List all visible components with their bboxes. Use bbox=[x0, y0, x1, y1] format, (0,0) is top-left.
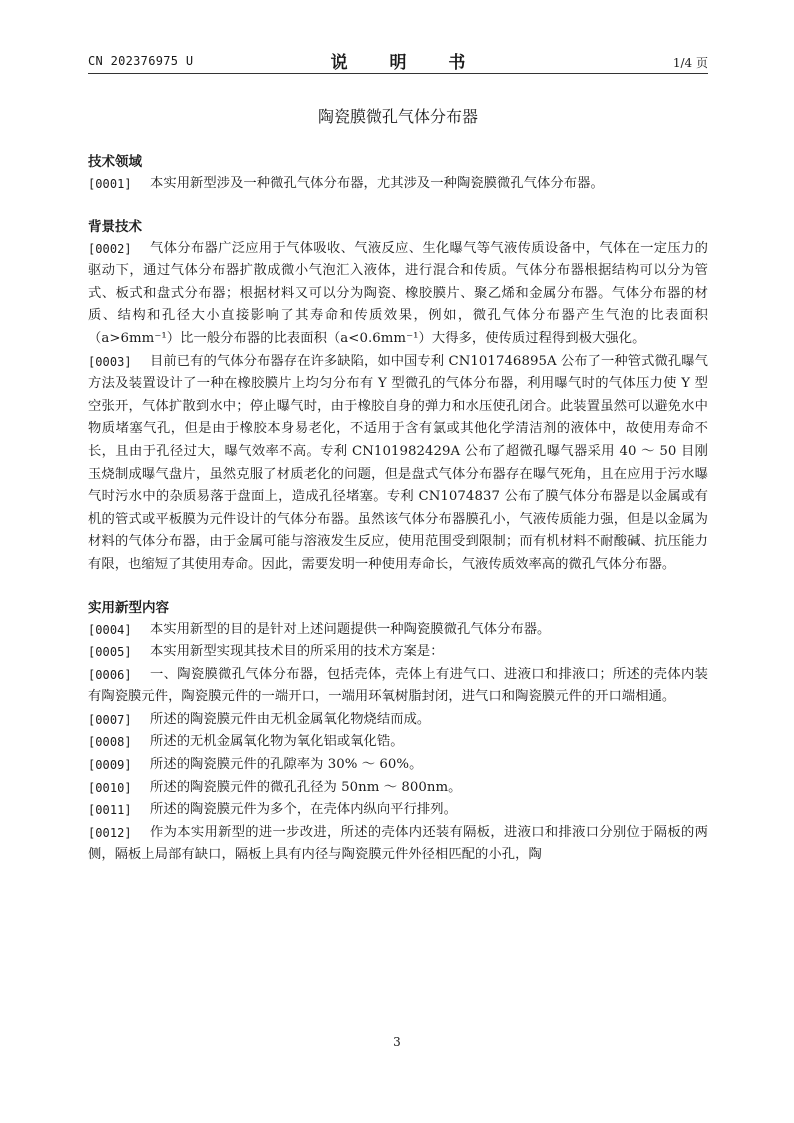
section-heading: 实用新型内容 bbox=[88, 599, 169, 616]
paragraph-text: 目前已有的气体分布器存在许多缺陷，如中国专利 CN101746895A 公布了一种管式微孔曝气方法及装置设计了一种在橡胶膜片上均匀分布有 Y 型微孔的气体分布器，利用曝气时的气体压力使 Y 型空张开，气体扩散到水中；停止曝气时，由于橡胶自身的弹力和水压使孔闭合。此装置虽然可以避免水中物质堵塞气孔，但是由于橡胶本身易老化，不适用于含有氯或其他化学清洁剂的液体中，故使用寿命不长，且由于孔径过大，曝气效率不高。专利 CN101982429A 公布了超微孔曝气器采用 40 ～ 50 目刚玉烧制成曝气盘片，虽然克服了材质老化的问题，但是盘式气体分布器存在曝气死角，且在应用于污水曝气时污水中的杂质易落于盘面上，造成孔径堵塞。专利 CN1074837 公布了膜气体分布器是以金属或有机的管式或平板膜为元件设计的气体分布器。虽然该气体分布器膜孔小，气液传质能力强，但是以金属为材料的气体分布器，由于金属可能与溶液发生反应，使用范围受到限制；而有机材料不耐酸碱、抗压能力有限，也缩短了其使用寿命。因此，需要发明一种使用寿命长，气液传质效率高的微孔气体分布器。 bbox=[88, 353, 708, 572]
paragraph bbox=[88, 822, 708, 867]
paragraph-text: 所述的陶瓷膜元件的微孔孔径为 50nm ～ 800nm。 bbox=[150, 779, 462, 795]
paragraph-text: 一、陶瓷膜微孔气体分布器，包括壳体，壳体上有进气口、进液口和排液口；所述的壳体内装有陶瓷膜元件，陶瓷膜元件的一端开口，一端用环氧树脂封闭，进气口和陶瓷膜元件的开口端相通。 bbox=[88, 666, 708, 705]
paragraph-text: 所述的陶瓷膜元件由无机金属氧化物烧结而成。 bbox=[150, 711, 431, 727]
paragraph-text: 所述的陶瓷膜元件为多个，在壳体内纵向平行排列。 bbox=[150, 802, 457, 818]
section-heading: 技术领域 bbox=[88, 154, 142, 170]
section-heading: 背景技术 bbox=[88, 218, 142, 235]
page-number: 3 bbox=[393, 1035, 401, 1049]
paragraph-number: [0004] bbox=[88, 622, 132, 637]
paragraph bbox=[88, 709, 708, 732]
paragraph bbox=[88, 238, 708, 351]
paragraph-number: [0002] bbox=[88, 241, 132, 256]
paragraph-text: 作为本实用新型的进一步改进，所述的壳体内还装有隔板，进液口和排液口分别位于隔板的两侧，隔板上局部有缺口，隔板上具有内径与陶瓷膜元件外径相匹配的小孔，陶 bbox=[88, 824, 708, 863]
paragraph-number: [0001] bbox=[88, 177, 132, 191]
document-title: 陶瓷膜微孔气体分布器 bbox=[317, 107, 478, 126]
paragraph bbox=[88, 173, 708, 196]
paragraph-text: 所述的无机金属氧化物为氧化铝或氧化锆。 bbox=[150, 734, 404, 750]
paragraph bbox=[88, 731, 708, 754]
document-type: 说 明 书 bbox=[330, 53, 484, 73]
paragraph bbox=[88, 641, 708, 664]
page-header bbox=[88, 48, 708, 72]
page-of-total: 1/4 页 bbox=[672, 56, 708, 70]
header-rule bbox=[88, 73, 708, 74]
document-body bbox=[88, 151, 708, 867]
paragraph-number: [0005] bbox=[88, 645, 132, 660]
paragraph-number: [0011] bbox=[88, 803, 132, 818]
publication-number: CN 202376975 U bbox=[88, 54, 194, 68]
paragraph-text: 本实用新型涉及一种微孔气体分布器，尤其涉及一种陶瓷膜微孔气体分布器。 bbox=[150, 176, 604, 191]
paragraph bbox=[88, 777, 708, 800]
paragraph-text: 本实用新型实现其技术目的所采用的技术方案是： bbox=[150, 644, 444, 660]
paragraph-number: [0007] bbox=[88, 712, 132, 727]
paragraph-number: [0006] bbox=[88, 667, 132, 682]
paragraph bbox=[88, 754, 708, 777]
paragraph bbox=[88, 351, 708, 577]
paragraph-number: [0010] bbox=[88, 780, 132, 795]
paragraph bbox=[88, 664, 708, 709]
paragraph-number: [0009] bbox=[88, 758, 132, 773]
paragraph bbox=[88, 799, 708, 822]
paragraph-number: [0003] bbox=[88, 354, 132, 369]
paragraph-number: [0008] bbox=[88, 735, 132, 750]
paragraph-number: [0012] bbox=[88, 825, 132, 840]
paragraph-text: 所述的陶瓷膜元件的孔隙率为 30% ～ 60%。 bbox=[150, 757, 423, 773]
paragraph-text: 气体分布器广泛应用于气体吸收、气液反应、生化曝气等气液传质设备中，气体在一定压力的驱动下，通过气体分布器扩散成微小气泡汇入液体，进行混合和传质。气体分布器根据结构可以分为管式、板式和盘式分布器；根据材料又可以分为陶瓷、橡胶膜片、聚乙烯和金属分布器。气体分布器的材质、结构和孔径大小直接影响了其寿命和传质效果，例如，微孔气体分布器产生气泡的比表面积（a>6mm⁻¹）比一般分布器的比表面积（a<0.6mm⁻¹）大得多，使传质过程得到极大强化。 bbox=[88, 240, 708, 346]
paragraph bbox=[88, 619, 708, 642]
paragraph-text: 本实用新型的目的是针对上述问题提供一种陶瓷膜微孔气体分布器。 bbox=[150, 621, 551, 637]
